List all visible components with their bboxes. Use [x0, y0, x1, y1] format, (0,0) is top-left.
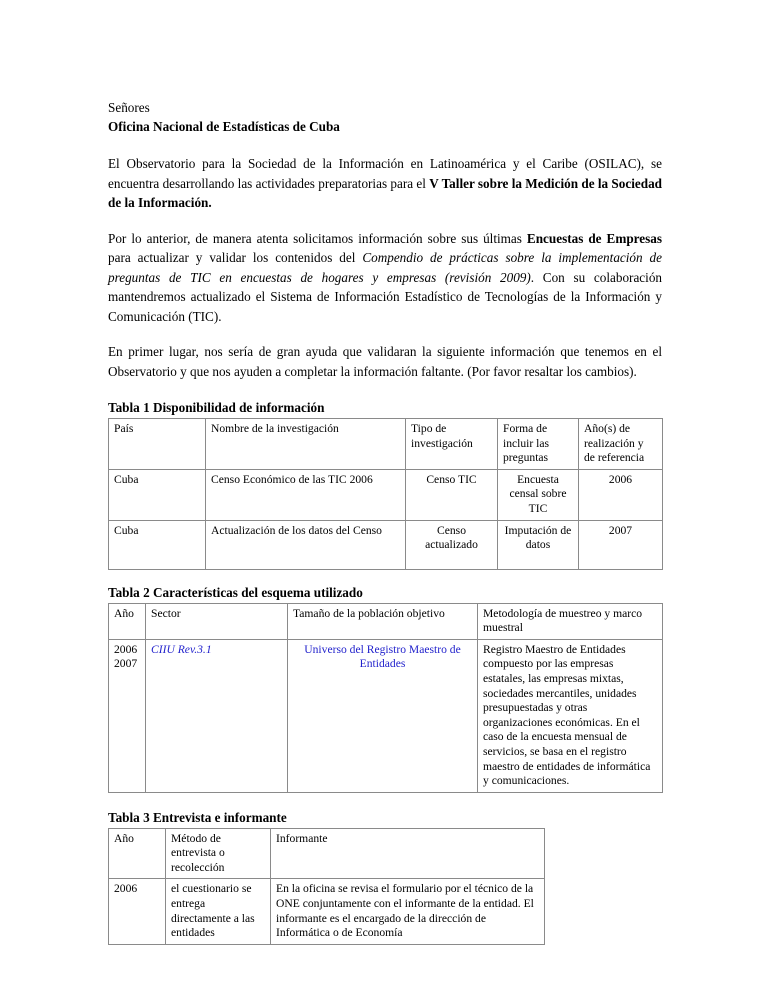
- paragraph-request: [108, 229, 662, 327]
- table3-header-anio: Año: [109, 828, 166, 879]
- table1-cell-nombre: Censo Económico de las TIC 2006: [206, 469, 406, 520]
- table1-header-tipo: Tipo de investigación: [406, 419, 498, 470]
- table-entrevista-informante: [108, 828, 545, 945]
- table1-cell-forma: Encuesta censal sobre TIC: [498, 469, 579, 520]
- table2-title: Tabla 2 Características del esquema utilizado: [108, 584, 363, 600]
- paragraph-request-text-2: para actualizar y validar los contenidos del: [108, 250, 363, 265]
- table1-cell-anios: 2007: [579, 520, 663, 569]
- table1-cell-tipo: Censo TIC: [406, 469, 498, 520]
- table-row: [109, 520, 663, 569]
- table2-header-sector: Sector: [146, 603, 288, 639]
- table-caracteristicas-esquema: [108, 603, 663, 793]
- paragraph-intro: [108, 154, 662, 213]
- table2-cell-tamano: Universo del Registro Maestro de Entidades: [288, 639, 478, 792]
- table3-header-informante: Informante: [271, 828, 545, 879]
- table-header-row: [109, 828, 545, 879]
- salutation: Señores: [108, 100, 150, 115]
- table1-cell-nombre: Actualización de los datos del Censo: [206, 520, 406, 569]
- table-row: [109, 639, 663, 792]
- paragraph-request-italic: Compendio de prácticas sobre la implementación de preguntas de TIC en encuestas de hogares y empresas (revisión 2009): [108, 250, 662, 285]
- spacer: [108, 136, 662, 154]
- table-row: [109, 879, 545, 944]
- recipient-organization: Oficina Nacional de Estadísticas de Cuba: [108, 119, 340, 134]
- table2-cell-metodologia: Registro Maestro de Entidades compuesto por las empresas estatales, las empresas mixtas, sociedades mercantiles, unidades presupuestadas y otras organizaciones económicas. En el caso de la encuesta mensual de servicios, se basa en el registro maestro de entidades de informática y comunicaciones.: [478, 639, 663, 792]
- table-header-row: [109, 603, 663, 639]
- table3-cell-informante: En la oficina se revisa el formulario por el técnico de la ONE conjuntamente con el informante de la entidad. El informante es el encargado de la dirección de Informática o de Economía: [271, 879, 545, 944]
- table1-header-pais: País: [109, 419, 206, 470]
- paragraph-intro-text: El Observatorio para la Sociedad de la Información en Latinoamérica y el Caribe (OSILAC), se encuentra desarrollando las actividades preparatorias para el: [108, 156, 662, 191]
- paragraph-request-bold: Encuestas de Empresas: [526, 230, 662, 246]
- table-disponibilidad-informacion: [108, 418, 663, 570]
- table2-header-metodologia: Metodología de muestreo y marco muestral: [478, 603, 663, 639]
- document-body: [108, 98, 662, 945]
- table3-cell-metodo: el cuestionario se entrega directamente a las entidades: [166, 879, 271, 944]
- spacer: [108, 381, 662, 399]
- table1-cell-pais: Cuba: [109, 520, 206, 569]
- table2-header-tamano: Tamaño de la población objetivo: [288, 603, 478, 639]
- table1-header-anios: Año(s) de realización y de referencia: [579, 419, 663, 470]
- table1-header-forma: Forma de incluir las preguntas: [498, 419, 579, 470]
- table1-cell-forma: Imputación de datos: [498, 520, 579, 569]
- spacer: [108, 213, 662, 229]
- table3-header-metodo: Método de entrevista o recolección: [166, 828, 271, 879]
- paragraph-validation: En primer lugar, nos sería de gran ayuda que validaran la siguiente información que tenemos en el Observatorio y que nos ayuden a completar la información faltante. (Por favor resaltar los cambios).: [108, 344, 662, 379]
- table-row: [109, 469, 663, 520]
- spacer: [108, 570, 662, 584]
- paragraph-request-text-1: Por lo anterior, de manera atenta solicitamos información sobre sus últimas: [108, 230, 527, 246]
- paragraph-intro-bold: V Taller sobre la Medición de la Sociedad de la Información.: [108, 175, 662, 210]
- table1-cell-pais: Cuba: [109, 469, 206, 520]
- spacer: [108, 793, 662, 809]
- spacer: [108, 326, 662, 342]
- table3-cell-anio: 2006: [109, 879, 166, 944]
- table1-cell-anios: 2006: [579, 469, 663, 520]
- paragraph-request-text-3: . Con su colaboración mantendremos actualizado el Sistema de Información Estadístico de Tecnologías de la Información y Comunicación (TIC).: [108, 269, 663, 324]
- table1-title: Tabla 1 Disponibilidad de información: [108, 400, 325, 415]
- table1-cell-tipo: Censo actualizado: [406, 520, 498, 569]
- table-header-row: [109, 419, 663, 470]
- table2-cell-anio: 2006 2007: [109, 639, 146, 792]
- table1-header-nombre: Nombre de la investigación: [206, 419, 406, 470]
- table2-header-anio: Año: [109, 603, 146, 639]
- table2-cell-sector: CIIU Rev.3.1: [146, 639, 288, 792]
- table3-title: Tabla 3 Entrevista e informante: [108, 809, 287, 825]
